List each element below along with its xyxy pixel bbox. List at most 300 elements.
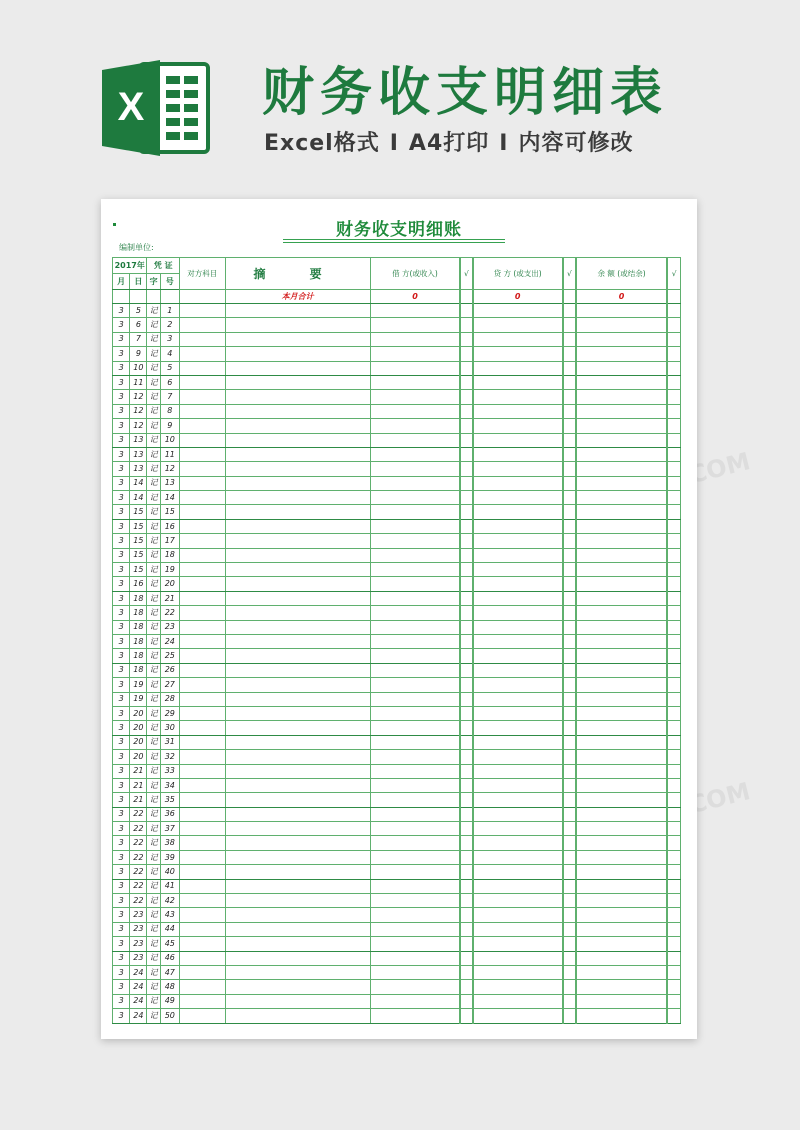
row-debit[interactable] xyxy=(370,937,460,951)
row-balance-check[interactable] xyxy=(667,534,680,548)
row-balance-check[interactable] xyxy=(667,822,680,836)
row-credit[interactable] xyxy=(473,620,563,634)
row-counter-account[interactable] xyxy=(179,735,225,749)
row-credit[interactable] xyxy=(473,419,563,433)
row-counter-account[interactable] xyxy=(179,390,225,404)
row-debit-check[interactable] xyxy=(460,1009,472,1023)
row-credit[interactable] xyxy=(473,980,563,994)
row-debit-check[interactable] xyxy=(460,980,472,994)
row-balance[interactable] xyxy=(576,534,667,548)
row-balance-check[interactable] xyxy=(667,491,680,505)
row-credit[interactable] xyxy=(473,908,563,922)
row-credit[interactable] xyxy=(473,922,563,936)
row-debit[interactable] xyxy=(370,577,460,591)
row-credit-check[interactable] xyxy=(563,591,576,605)
row-debit[interactable] xyxy=(370,634,460,648)
row-debit[interactable] xyxy=(370,793,460,807)
row-balance-check[interactable] xyxy=(667,951,680,965)
row-credit-check[interactable] xyxy=(563,735,576,749)
row-balance-check[interactable] xyxy=(667,994,680,1008)
row-debit-check[interactable] xyxy=(460,822,472,836)
row-counter-account[interactable] xyxy=(179,620,225,634)
row-credit[interactable] xyxy=(473,663,563,677)
row-debit-check[interactable] xyxy=(460,433,472,447)
row-credit[interactable] xyxy=(473,994,563,1008)
row-credit-check[interactable] xyxy=(563,375,576,389)
row-debit-check[interactable] xyxy=(460,706,472,720)
row-credit[interactable] xyxy=(473,850,563,864)
row-debit-check[interactable] xyxy=(460,778,472,792)
row-summary[interactable] xyxy=(225,390,370,404)
row-debit[interactable] xyxy=(370,836,460,850)
row-debit[interactable] xyxy=(370,721,460,735)
row-credit-check[interactable] xyxy=(563,706,576,720)
row-credit[interactable] xyxy=(473,519,563,533)
row-debit[interactable] xyxy=(370,404,460,418)
row-credit-check[interactable] xyxy=(563,577,576,591)
row-summary[interactable] xyxy=(225,519,370,533)
row-credit[interactable] xyxy=(473,447,563,461)
row-balance-check[interactable] xyxy=(667,548,680,562)
row-summary[interactable] xyxy=(225,922,370,936)
row-counter-account[interactable] xyxy=(179,778,225,792)
row-debit-check[interactable] xyxy=(460,519,472,533)
row-balance[interactable] xyxy=(576,879,667,893)
row-credit[interactable] xyxy=(473,375,563,389)
row-counter-account[interactable] xyxy=(179,304,225,318)
row-summary[interactable] xyxy=(225,534,370,548)
row-summary[interactable] xyxy=(225,951,370,965)
row-credit[interactable] xyxy=(473,548,563,562)
row-summary[interactable] xyxy=(225,735,370,749)
row-balance-check[interactable] xyxy=(667,965,680,979)
row-summary[interactable] xyxy=(225,505,370,519)
row-balance-check[interactable] xyxy=(667,678,680,692)
row-balance[interactable] xyxy=(576,563,667,577)
row-debit-check[interactable] xyxy=(460,304,472,318)
row-balance-check[interactable] xyxy=(667,750,680,764)
row-debit[interactable] xyxy=(370,807,460,821)
row-debit-check[interactable] xyxy=(460,965,472,979)
row-debit-check[interactable] xyxy=(460,332,472,346)
row-balance[interactable] xyxy=(576,433,667,447)
row-balance[interactable] xyxy=(576,807,667,821)
row-credit-check[interactable] xyxy=(563,563,576,577)
row-summary[interactable] xyxy=(225,750,370,764)
row-summary[interactable] xyxy=(225,850,370,864)
row-summary[interactable] xyxy=(225,678,370,692)
row-debit[interactable] xyxy=(370,764,460,778)
row-credit[interactable] xyxy=(473,318,563,332)
row-summary[interactable] xyxy=(225,994,370,1008)
row-debit-check[interactable] xyxy=(460,404,472,418)
row-debit-check[interactable] xyxy=(460,750,472,764)
row-debit[interactable] xyxy=(370,361,460,375)
row-balance[interactable] xyxy=(576,332,667,346)
row-credit-check[interactable] xyxy=(563,462,576,476)
row-debit[interactable] xyxy=(370,505,460,519)
row-credit[interactable] xyxy=(473,951,563,965)
row-balance-check[interactable] xyxy=(667,390,680,404)
row-debit[interactable] xyxy=(370,332,460,346)
row-credit-check[interactable] xyxy=(563,491,576,505)
row-credit[interactable] xyxy=(473,577,563,591)
row-balance-check[interactable] xyxy=(667,663,680,677)
row-credit[interactable] xyxy=(473,433,563,447)
row-balance[interactable] xyxy=(576,606,667,620)
row-summary[interactable] xyxy=(225,965,370,979)
row-balance[interactable] xyxy=(576,375,667,389)
row-balance[interactable] xyxy=(576,591,667,605)
row-debit-check[interactable] xyxy=(460,692,472,706)
row-credit[interactable] xyxy=(473,822,563,836)
row-debit[interactable] xyxy=(370,778,460,792)
row-balance[interactable] xyxy=(576,793,667,807)
row-balance[interactable] xyxy=(576,347,667,361)
row-balance[interactable] xyxy=(576,706,667,720)
row-counter-account[interactable] xyxy=(179,491,225,505)
row-counter-account[interactable] xyxy=(179,750,225,764)
row-credit[interactable] xyxy=(473,721,563,735)
row-debit-check[interactable] xyxy=(460,850,472,864)
row-debit-check[interactable] xyxy=(460,994,472,1008)
row-balance[interactable] xyxy=(576,505,667,519)
row-credit[interactable] xyxy=(473,476,563,490)
row-summary[interactable] xyxy=(225,404,370,418)
row-credit-check[interactable] xyxy=(563,894,576,908)
row-summary[interactable] xyxy=(225,692,370,706)
row-debit[interactable] xyxy=(370,304,460,318)
row-balance[interactable] xyxy=(576,894,667,908)
row-credit-check[interactable] xyxy=(563,922,576,936)
row-credit[interactable] xyxy=(473,735,563,749)
row-counter-account[interactable] xyxy=(179,433,225,447)
row-balance-check[interactable] xyxy=(667,980,680,994)
row-debit-check[interactable] xyxy=(460,663,472,677)
row-counter-account[interactable] xyxy=(179,692,225,706)
row-credit[interactable] xyxy=(473,606,563,620)
row-debit-check[interactable] xyxy=(460,894,472,908)
row-credit-check[interactable] xyxy=(563,433,576,447)
row-credit[interactable] xyxy=(473,750,563,764)
row-credit-check[interactable] xyxy=(563,404,576,418)
row-debit[interactable] xyxy=(370,347,460,361)
row-counter-account[interactable] xyxy=(179,764,225,778)
row-summary[interactable] xyxy=(225,361,370,375)
row-balance-check[interactable] xyxy=(667,692,680,706)
row-balance[interactable] xyxy=(576,620,667,634)
row-counter-account[interactable] xyxy=(179,361,225,375)
row-balance[interactable] xyxy=(576,491,667,505)
row-counter-account[interactable] xyxy=(179,937,225,951)
row-debit[interactable] xyxy=(370,706,460,720)
row-credit-check[interactable] xyxy=(563,678,576,692)
row-summary[interactable] xyxy=(225,591,370,605)
row-credit[interactable] xyxy=(473,505,563,519)
row-summary[interactable] xyxy=(225,793,370,807)
row-credit[interactable] xyxy=(473,865,563,879)
row-balance-check[interactable] xyxy=(667,764,680,778)
row-debit[interactable] xyxy=(370,476,460,490)
row-balance-check[interactable] xyxy=(667,807,680,821)
row-debit[interactable] xyxy=(370,879,460,893)
row-balance[interactable] xyxy=(576,678,667,692)
row-summary[interactable] xyxy=(225,706,370,720)
row-credit[interactable] xyxy=(473,304,563,318)
row-debit-check[interactable] xyxy=(460,375,472,389)
row-summary[interactable] xyxy=(225,649,370,663)
row-balance[interactable] xyxy=(576,764,667,778)
row-balance[interactable] xyxy=(576,980,667,994)
row-debit[interactable] xyxy=(370,735,460,749)
row-balance[interactable] xyxy=(576,318,667,332)
row-summary[interactable] xyxy=(225,865,370,879)
row-credit-check[interactable] xyxy=(563,332,576,346)
row-debit[interactable] xyxy=(370,563,460,577)
row-debit-check[interactable] xyxy=(460,505,472,519)
row-debit[interactable] xyxy=(370,965,460,979)
row-balance-check[interactable] xyxy=(667,721,680,735)
row-debit[interactable] xyxy=(370,1009,460,1023)
row-balance[interactable] xyxy=(576,692,667,706)
row-summary[interactable] xyxy=(225,318,370,332)
row-credit-check[interactable] xyxy=(563,908,576,922)
row-debit[interactable] xyxy=(370,750,460,764)
row-counter-account[interactable] xyxy=(179,447,225,461)
row-summary[interactable] xyxy=(225,1009,370,1023)
row-counter-account[interactable] xyxy=(179,462,225,476)
row-balance[interactable] xyxy=(576,476,667,490)
row-summary[interactable] xyxy=(225,894,370,908)
row-debit[interactable] xyxy=(370,649,460,663)
row-counter-account[interactable] xyxy=(179,606,225,620)
row-counter-account[interactable] xyxy=(179,908,225,922)
row-debit-check[interactable] xyxy=(460,865,472,879)
row-counter-account[interactable] xyxy=(179,534,225,548)
row-credit-check[interactable] xyxy=(563,793,576,807)
row-debit[interactable] xyxy=(370,375,460,389)
row-counter-account[interactable] xyxy=(179,822,225,836)
row-debit-check[interactable] xyxy=(460,447,472,461)
row-balance-check[interactable] xyxy=(667,347,680,361)
row-counter-account[interactable] xyxy=(179,563,225,577)
row-balance-check[interactable] xyxy=(667,865,680,879)
row-balance[interactable] xyxy=(576,447,667,461)
row-counter-account[interactable] xyxy=(179,807,225,821)
row-credit-check[interactable] xyxy=(563,606,576,620)
row-balance-check[interactable] xyxy=(667,505,680,519)
row-credit-check[interactable] xyxy=(563,1009,576,1023)
row-credit[interactable] xyxy=(473,1009,563,1023)
row-summary[interactable] xyxy=(225,807,370,821)
row-balance[interactable] xyxy=(576,735,667,749)
row-credit[interactable] xyxy=(473,793,563,807)
row-balance-check[interactable] xyxy=(667,706,680,720)
row-debit[interactable] xyxy=(370,994,460,1008)
row-balance-check[interactable] xyxy=(667,447,680,461)
row-debit[interactable] xyxy=(370,548,460,562)
row-debit[interactable] xyxy=(370,951,460,965)
row-debit-check[interactable] xyxy=(460,764,472,778)
row-summary[interactable] xyxy=(225,419,370,433)
row-counter-account[interactable] xyxy=(179,965,225,979)
row-credit[interactable] xyxy=(473,937,563,951)
row-counter-account[interactable] xyxy=(179,793,225,807)
row-balance[interactable] xyxy=(576,922,667,936)
row-balance-check[interactable] xyxy=(667,922,680,936)
row-counter-account[interactable] xyxy=(179,591,225,605)
row-balance[interactable] xyxy=(576,865,667,879)
row-balance[interactable] xyxy=(576,822,667,836)
row-balance-check[interactable] xyxy=(667,836,680,850)
row-debit-check[interactable] xyxy=(460,390,472,404)
row-debit-check[interactable] xyxy=(460,922,472,936)
row-debit[interactable] xyxy=(370,908,460,922)
row-debit[interactable] xyxy=(370,390,460,404)
row-credit[interactable] xyxy=(473,764,563,778)
row-balance-check[interactable] xyxy=(667,304,680,318)
row-balance[interactable] xyxy=(576,577,667,591)
row-debit-check[interactable] xyxy=(460,577,472,591)
row-summary[interactable] xyxy=(225,548,370,562)
row-balance-check[interactable] xyxy=(667,332,680,346)
row-counter-account[interactable] xyxy=(179,865,225,879)
row-debit[interactable] xyxy=(370,519,460,533)
row-credit-check[interactable] xyxy=(563,850,576,864)
row-credit-check[interactable] xyxy=(563,476,576,490)
row-debit-check[interactable] xyxy=(460,678,472,692)
row-credit[interactable] xyxy=(473,894,563,908)
row-balance[interactable] xyxy=(576,721,667,735)
row-debit[interactable] xyxy=(370,606,460,620)
row-debit[interactable] xyxy=(370,318,460,332)
row-summary[interactable] xyxy=(225,375,370,389)
row-credit[interactable] xyxy=(473,649,563,663)
row-debit-check[interactable] xyxy=(460,807,472,821)
row-credit[interactable] xyxy=(473,462,563,476)
row-debit[interactable] xyxy=(370,534,460,548)
row-credit-check[interactable] xyxy=(563,620,576,634)
row-balance-check[interactable] xyxy=(667,908,680,922)
row-debit-check[interactable] xyxy=(460,634,472,648)
row-debit[interactable] xyxy=(370,865,460,879)
row-counter-account[interactable] xyxy=(179,419,225,433)
row-credit[interactable] xyxy=(473,879,563,893)
row-balance-check[interactable] xyxy=(667,375,680,389)
row-balance[interactable] xyxy=(576,634,667,648)
row-debit[interactable] xyxy=(370,663,460,677)
row-debit[interactable] xyxy=(370,678,460,692)
row-credit-check[interactable] xyxy=(563,390,576,404)
row-debit[interactable] xyxy=(370,419,460,433)
row-credit[interactable] xyxy=(473,706,563,720)
row-credit[interactable] xyxy=(473,692,563,706)
row-credit-check[interactable] xyxy=(563,865,576,879)
row-debit-check[interactable] xyxy=(460,908,472,922)
row-credit-check[interactable] xyxy=(563,721,576,735)
row-credit[interactable] xyxy=(473,678,563,692)
row-credit-check[interactable] xyxy=(563,534,576,548)
row-credit-check[interactable] xyxy=(563,692,576,706)
row-debit-check[interactable] xyxy=(460,419,472,433)
row-debit[interactable] xyxy=(370,822,460,836)
row-balance-check[interactable] xyxy=(667,793,680,807)
row-credit[interactable] xyxy=(473,836,563,850)
row-debit[interactable] xyxy=(370,922,460,936)
row-balance[interactable] xyxy=(576,778,667,792)
row-counter-account[interactable] xyxy=(179,318,225,332)
row-summary[interactable] xyxy=(225,577,370,591)
row-debit-check[interactable] xyxy=(460,548,472,562)
row-credit-check[interactable] xyxy=(563,361,576,375)
row-summary[interactable] xyxy=(225,606,370,620)
row-credit-check[interactable] xyxy=(563,807,576,821)
row-credit-check[interactable] xyxy=(563,937,576,951)
row-balance-check[interactable] xyxy=(667,1009,680,1023)
row-debit-check[interactable] xyxy=(460,361,472,375)
row-debit-check[interactable] xyxy=(460,563,472,577)
row-counter-account[interactable] xyxy=(179,519,225,533)
row-summary[interactable] xyxy=(225,462,370,476)
row-summary[interactable] xyxy=(225,822,370,836)
row-balance[interactable] xyxy=(576,1009,667,1023)
row-credit[interactable] xyxy=(473,591,563,605)
row-balance-check[interactable] xyxy=(667,591,680,605)
row-debit-check[interactable] xyxy=(460,793,472,807)
row-debit-check[interactable] xyxy=(460,879,472,893)
row-summary[interactable] xyxy=(225,663,370,677)
row-credit-check[interactable] xyxy=(563,764,576,778)
row-summary[interactable] xyxy=(225,836,370,850)
row-counter-account[interactable] xyxy=(179,577,225,591)
row-counter-account[interactable] xyxy=(179,894,225,908)
row-summary[interactable] xyxy=(225,563,370,577)
row-balance[interactable] xyxy=(576,390,667,404)
row-credit-check[interactable] xyxy=(563,548,576,562)
row-summary[interactable] xyxy=(225,778,370,792)
row-debit-check[interactable] xyxy=(460,591,472,605)
row-counter-account[interactable] xyxy=(179,476,225,490)
row-credit[interactable] xyxy=(473,404,563,418)
row-counter-account[interactable] xyxy=(179,649,225,663)
row-summary[interactable] xyxy=(225,879,370,893)
row-debit[interactable] xyxy=(370,591,460,605)
row-counter-account[interactable] xyxy=(179,922,225,936)
row-summary[interactable] xyxy=(225,908,370,922)
row-debit-check[interactable] xyxy=(460,476,472,490)
row-debit-check[interactable] xyxy=(460,649,472,663)
row-debit[interactable] xyxy=(370,980,460,994)
row-debit-check[interactable] xyxy=(460,620,472,634)
row-balance-check[interactable] xyxy=(667,519,680,533)
row-counter-account[interactable] xyxy=(179,980,225,994)
row-credit[interactable] xyxy=(473,361,563,375)
row-debit[interactable] xyxy=(370,462,460,476)
row-credit-check[interactable] xyxy=(563,663,576,677)
row-balance[interactable] xyxy=(576,663,667,677)
row-summary[interactable] xyxy=(225,476,370,490)
row-counter-account[interactable] xyxy=(179,548,225,562)
row-credit-check[interactable] xyxy=(563,634,576,648)
row-credit[interactable] xyxy=(473,390,563,404)
row-debit[interactable] xyxy=(370,620,460,634)
row-summary[interactable] xyxy=(225,347,370,361)
row-balance-check[interactable] xyxy=(667,620,680,634)
row-summary[interactable] xyxy=(225,980,370,994)
row-balance-check[interactable] xyxy=(667,577,680,591)
row-credit-check[interactable] xyxy=(563,505,576,519)
row-credit[interactable] xyxy=(473,965,563,979)
